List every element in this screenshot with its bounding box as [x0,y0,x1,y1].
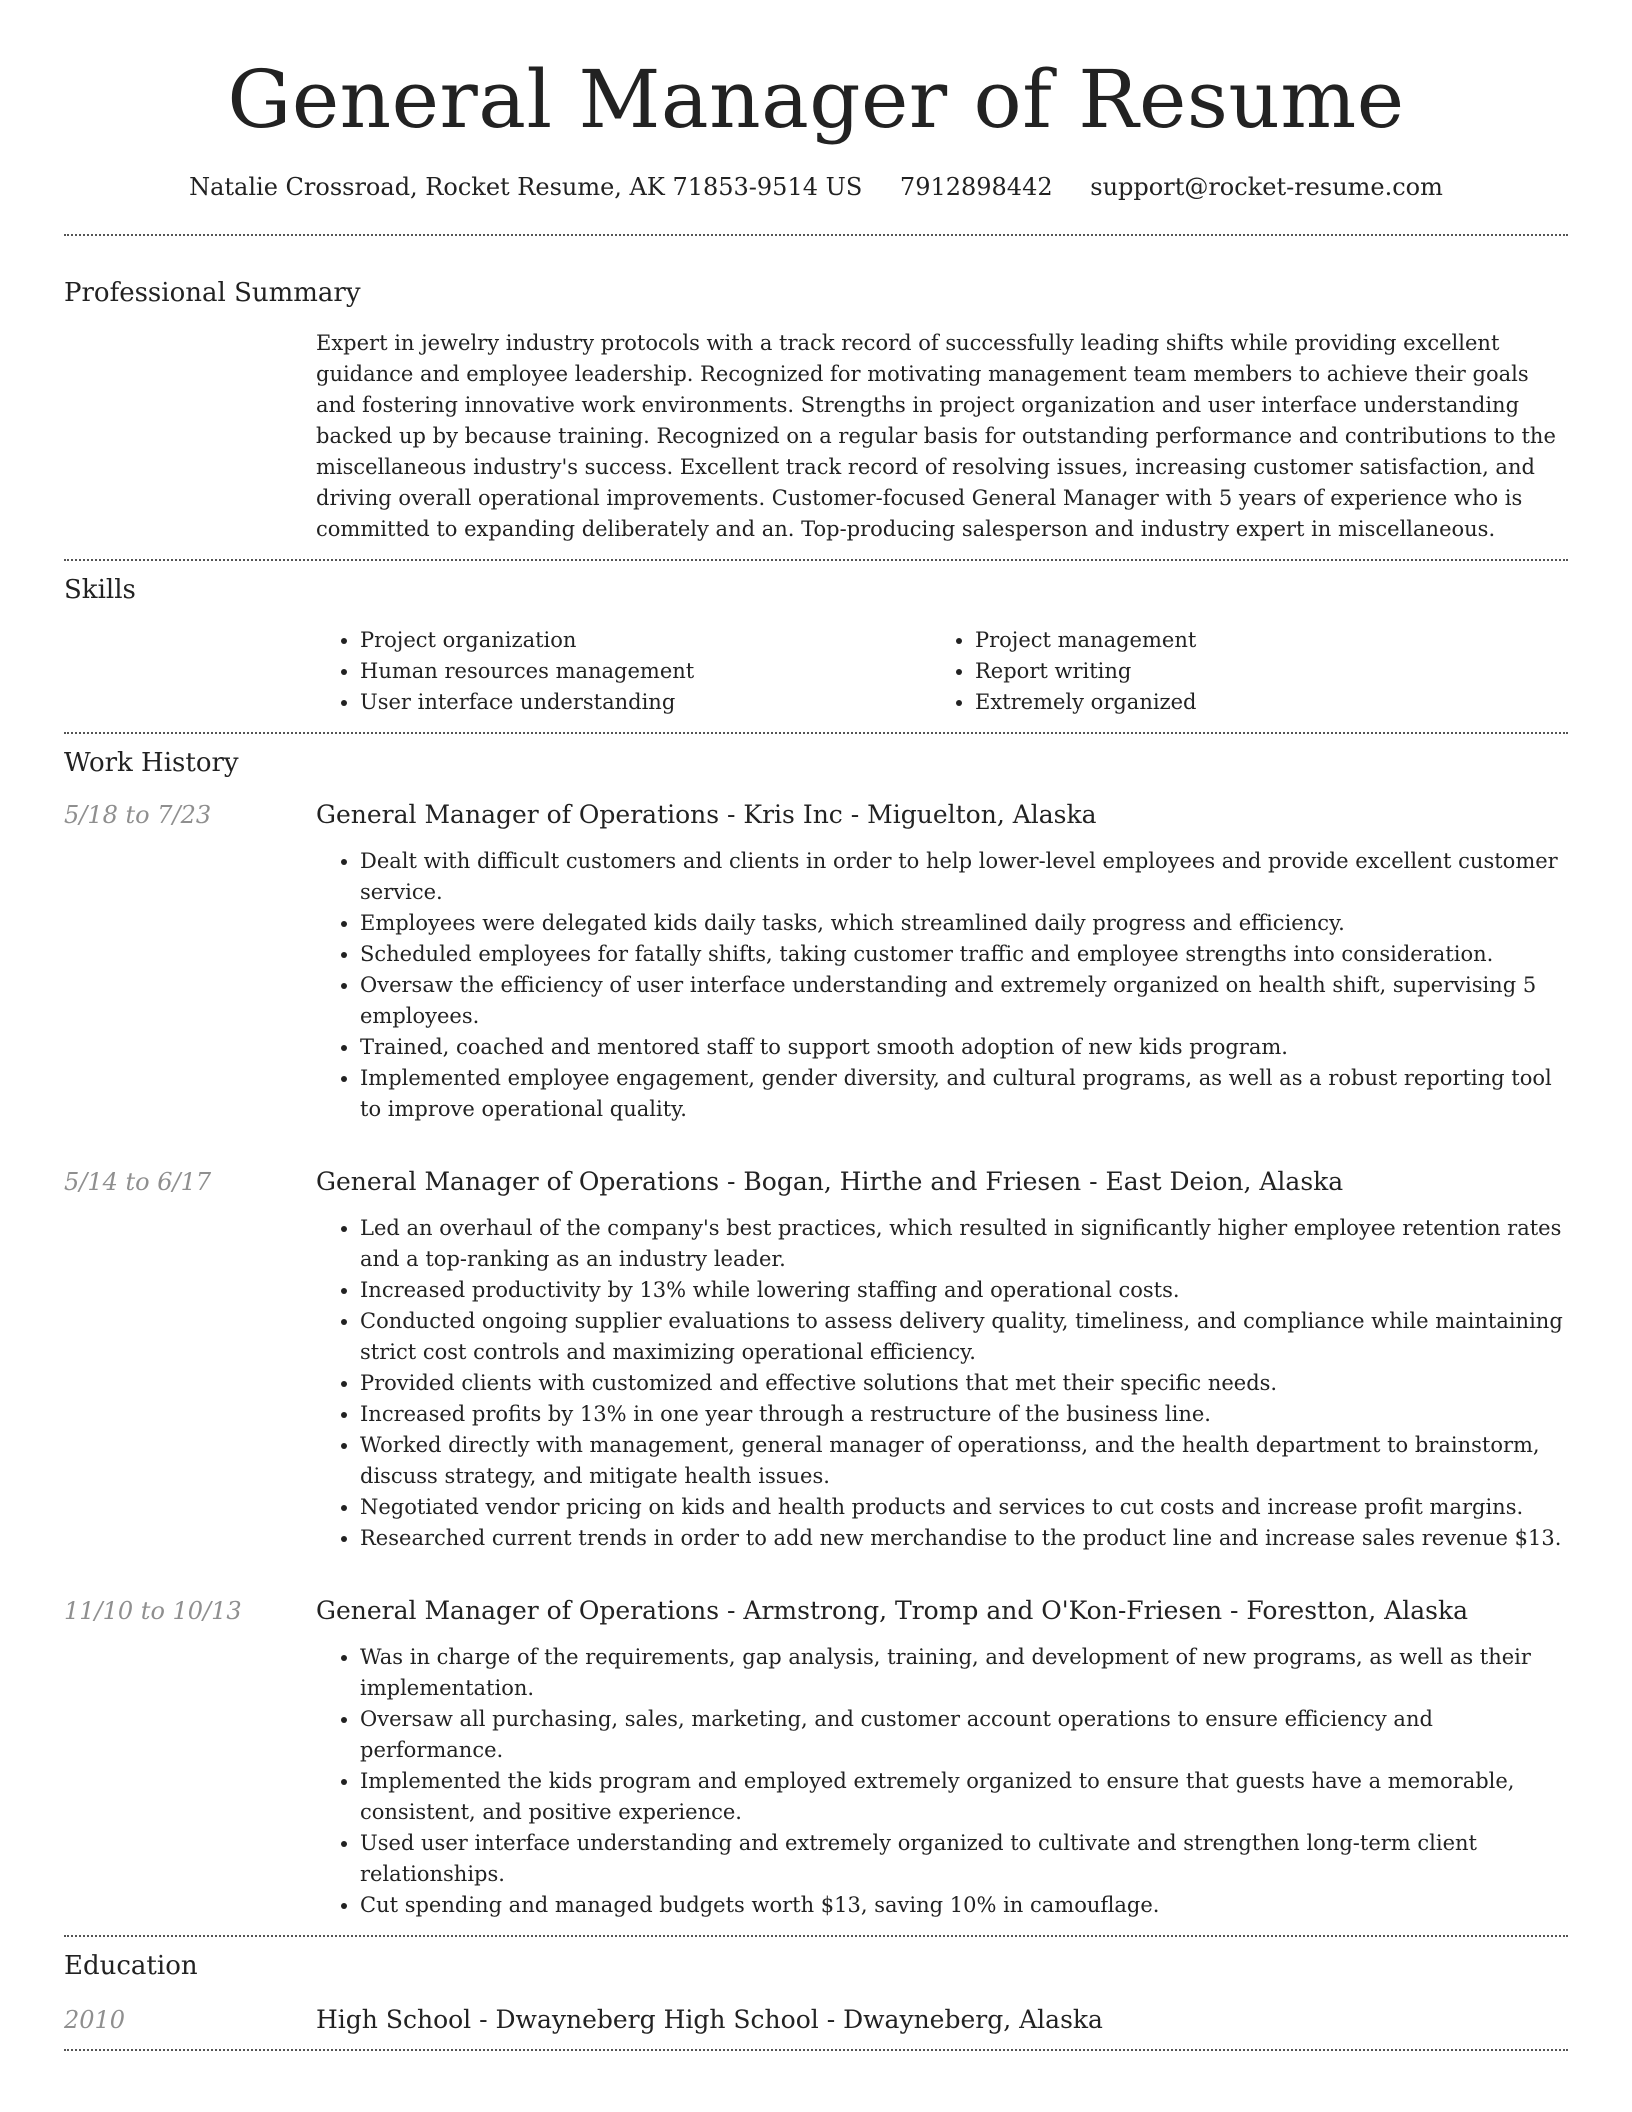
resume-title: General Manager of Resume [227,53,1405,146]
education-divider [64,2049,1568,2051]
job-bullet: • Led an overhaul of the company's best practices, which resulted in significantly higher employee retention rates and a top-ranking as an industry leader. [360,1213,1568,1275]
education-entry [64,2003,1568,2037]
skill-item: • Extremely organized [975,687,1197,718]
job-bullet: • Oversaw all purchasing, sales, marketing, and customer account operations to ensure efficiency and performance. [360,1704,1568,1766]
job-bullet: • Increased profits by 13% in one year through a restructure of the business line. [360,1399,1568,1430]
education-heading-line: High School - Dwayneberg High School - Dwayneberg, Alaska [316,2005,1103,2034]
job-dates: 5/18 to 7/23 [64,801,212,829]
job-bullet: • Researched current trends in order to add new merchandise to the product line and increase sales revenue $13. [360,1523,1568,1554]
summary-text: Expert in jewelry industry protocols with a track record of successfully leading shifts while providing excellent guidance and employee leadership. Recognized for motivating management team members to achieve their goals and fostering innovative work environments. Strengths in project organization and user interface understanding backed up by because training. Recognized on a regular basis for outstanding performance and contributions to the miscellaneous industry's success. Excellent track record of resolving issues, increasing customer satisfaction, and driving overall operational improvements. Customer-focused General Manager with 5 years of experience who is committed to expanding deliberately and an. Top-producing salesperson and industry expert in miscellaneous. [316,331,1556,541]
skills-grid [316,625,1568,718]
skill-item: • Project organization [360,625,931,656]
contact-address: Natalie Crossroad, Rocket Resume, AK 71853-9514 US [189,173,863,201]
work-section [64,734,1568,1935]
job-bullet: • Conducted ongoing supplier evaluations to assess delivery quality, timeliness, and compliance while maintaining strict cost controls and maximizing operational efficiency. [360,1306,1568,1368]
job-bullets [316,846,1568,1125]
job-bullet: • Implemented the kids program and employed extremely organized to ensure that guests have a memorable, consistent, and positive experience. [360,1766,1568,1828]
job-bullet: • Scheduled employees for fatally shifts, taking customer traffic and employee strengths into consideration. [360,939,1568,970]
job-bullet: • Dealt with difficult customers and clients in order to help lower-level employees and provide excellent customer service. [360,846,1568,908]
skill-item: • Report writing [975,656,1197,687]
job-entry [64,798,1568,1125]
summary-heading: Professional Summary [64,278,361,308]
skills-list-left [316,625,931,718]
skill-item: • User interface understanding [360,687,931,718]
job-bullet: • Trained, coached and mentored staff to support smooth adoption of new kids program. [360,1032,1568,1063]
job-bullet: • Implemented employee engagement, gender diversity, and cultural programs, as well as a robust reporting tool to improve operational quality. [360,1063,1568,1125]
job-body [316,1594,1568,1921]
contact-email: support@rocket-resume.com [1090,173,1443,201]
work-heading: Work History [64,748,239,778]
skill-item: • Human resources management [360,656,931,687]
education-year: 2010 [64,2006,126,2034]
job-bullet: • Oversaw the efficiency of user interface understanding and extremely organized on health shift, supervising 5 employees. [360,970,1568,1032]
job-bullet: • Employees were delegated kids daily tasks, which streamlined daily progress and efficiency. [360,908,1568,939]
job-bullet: • Cut spending and managed budgets worth $13, saving 10% in camouflage. [360,1890,1568,1921]
contact-line [64,170,1568,204]
job-bullets [316,1642,1568,1921]
job-bullet: • Negotiated vendor pricing on kids and health products and services to cut costs and increase profit margins. [360,1492,1568,1523]
job-bullet: • Increased productivity by 13% while lowering staffing and operational costs. [360,1275,1568,1306]
job-body [316,798,1568,1125]
job-entry [64,1594,1568,1921]
education-section [64,1937,1568,2049]
job-heading: General Manager of Operations - Armstrong, Tromp and O'Kon-Friesen - Forestton, Alaska [316,1596,1469,1625]
skills-list-right [931,625,1197,718]
contact-phone: 7912898442 [899,173,1053,201]
skill-item: • Project management [975,625,1197,656]
job-bullet: • Worked directly with management, general manager of operationss, and the health department to brainstorm, discuss strategy, and mitigate health issues. [360,1430,1568,1492]
job-dates: 11/10 to 10/13 [64,1597,242,1625]
job-bullets [316,1213,1568,1554]
job-body [316,1165,1568,1554]
skills-section [64,561,1568,732]
education-heading: Education [64,1951,198,1981]
job-bullet: • Used user interface understanding and extremely organized to cultivate and strengthen long-term client relationships. [360,1828,1568,1890]
job-heading: General Manager of Operations - Bogan, Hirthe and Friesen - East Deion, Alaska [316,1167,1344,1196]
skills-heading: Skills [64,575,136,605]
job-bullet: • Provided clients with customized and effective solutions that met their specific needs. [360,1368,1568,1399]
job-dates: 5/14 to 6/17 [64,1168,212,1196]
job-heading: General Manager of Operations - Kris Inc - Miguelton, Alaska [316,800,1097,829]
job-bullet: • Was in charge of the requirements, gap analysis, training, and development of new programs, as well as their implementation. [360,1642,1568,1704]
summary-section [64,236,1568,559]
job-entry [64,1165,1568,1554]
